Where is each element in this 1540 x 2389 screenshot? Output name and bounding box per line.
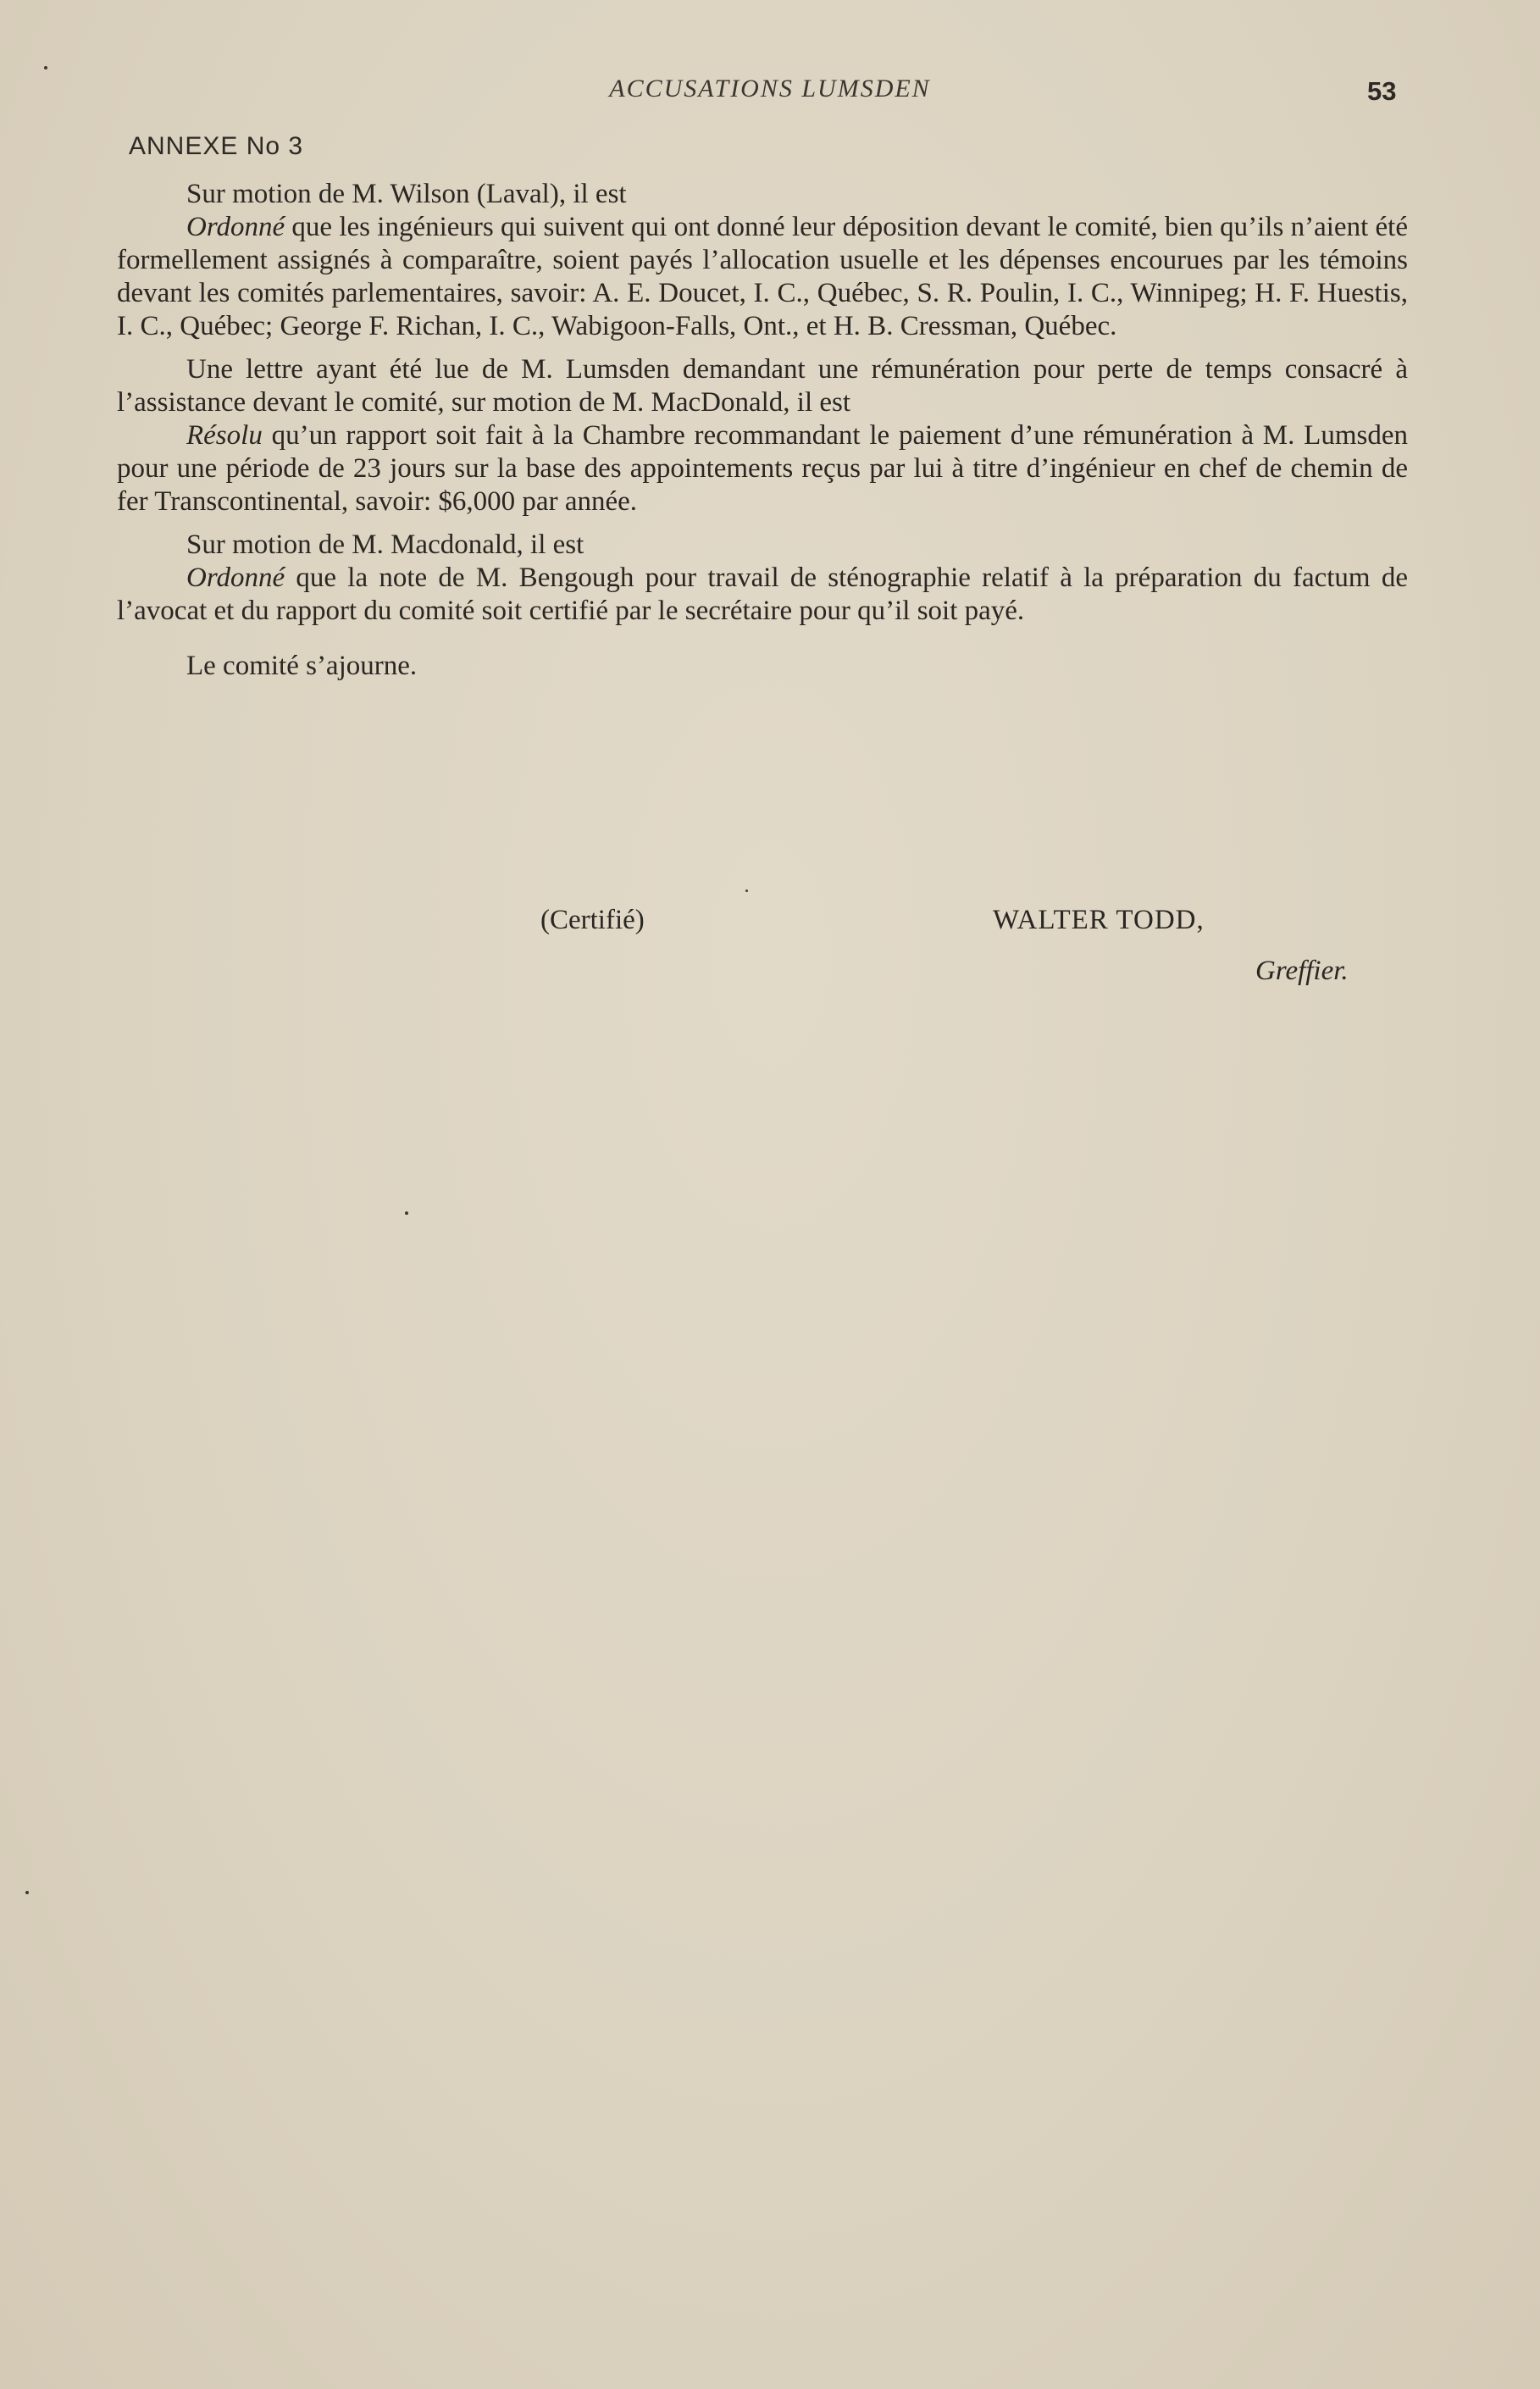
order-bengough-text: que la note de M. Bengough pour travail de sténographie relatif à la préparation du factum de l’avocat et du rapport du comité soit certifié par le secrétaire pour qu’il soit payé. [117,563,1408,626]
order-engineers-payment [117,211,1408,343]
paper-speck [745,890,748,892]
lumsden-letter: Une lettre ayant été lue de M. Lumsden demandant une rémunération pour perte de temps consacré à l’assistance devant le comité, sur motion de M. MacDonald, il est [117,354,1408,418]
clerk-name: WALTER TODD, [993,905,1205,935]
paper-speck [405,1211,408,1215]
page-number: 53 [1367,76,1397,106]
resolution-lumsden [117,419,1408,518]
motion-macdonald: Sur motion de M. Macdonald, il est [186,529,584,560]
paper-speck [44,66,47,69]
clerk-title: Greffier. [1255,956,1349,986]
certified-label: (Certifié) [540,905,645,935]
resolution-text: qu’un rapport soit fait à la Chambre recommandant le paiement d’une rémunération à M. Lumsden pour une période de 23 jours sur la base des appointements reçus par lui à titre d’ingénieur en chef de chemin de fer Transcontinental, savoir: $6,000 par année. [117,420,1408,517]
adjournment: Le comité s’ajourne. [186,651,418,681]
annex-label: ANNEXE No 3 [129,132,304,160]
order-keyword: Ordonné [186,563,285,593]
running-title: ACCUSATIONS LUMSDEN [609,75,931,103]
order-bengough [117,562,1408,628]
motion-wilson: Sur motion de M. Wilson (Laval), il est [186,179,627,209]
signature-block [0,905,1540,986]
minutes-body [117,178,1408,683]
order-engineers-text: que les ingénieurs qui suivent qui ont donné leur déposition devant le comité, bien qu’ils n’aient été formellement assignés à comparaître, soient payés l’allocation usuelle et les dépenses encourues par les témoins devant les comités parlementaires, savoir: A. E. Doucet, I. C., Québec, S. R. Poulin, I. C., Winnipeg; H. F. Huestis, I. C., Québec; George F. Richan, I. C., Wabigoon-Falls, Ont., et H. B. Cressman, Québec. [117,212,1408,341]
paper-speck [25,1891,29,1894]
resolution-keyword: Résolu [186,420,263,451]
order-keyword: Ordonné [186,212,285,242]
